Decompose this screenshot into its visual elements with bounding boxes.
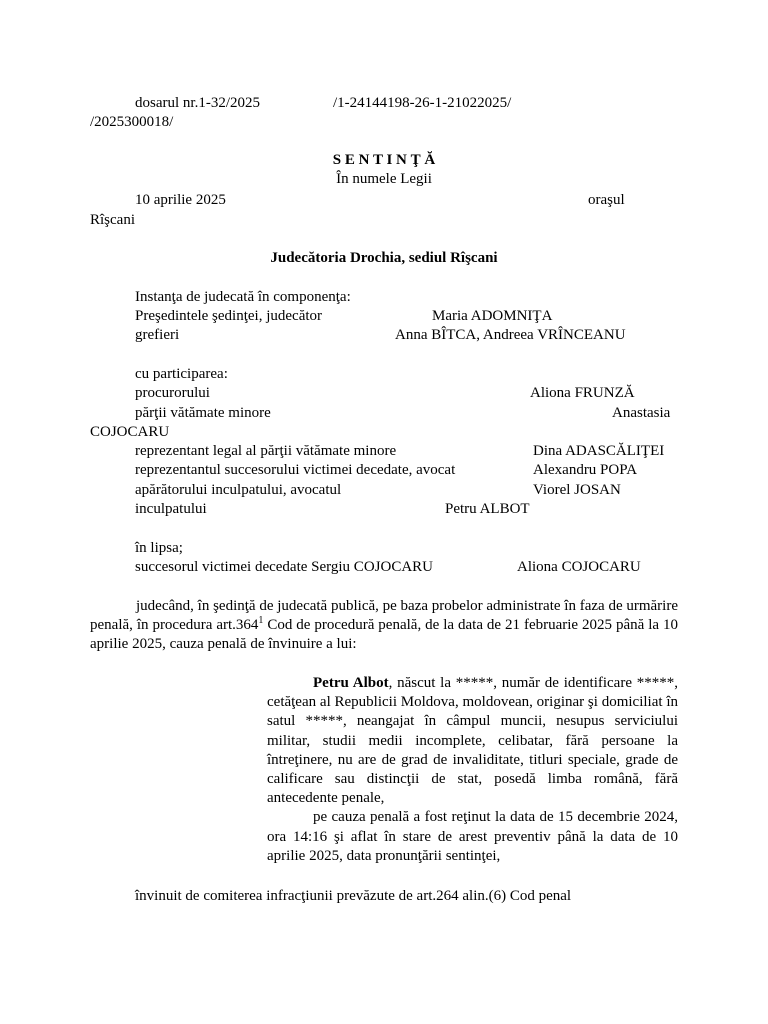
- file-number-code-cont: /2025300018/: [90, 114, 174, 130]
- judging-paragraph: judecând, în şedinţă de judecată publică, pe baza probelor administrate în faza de urmărire penală, în procedura art.364$^1$ Cod de procedură penală, de la data de 21 februarie 2025 până la 10 aprilie 2025, cauza penală de învinuire a lui:: [90, 598, 678, 653]
- defendant-name: Petru Albot: [313, 675, 389, 691]
- participant-name: Anastasia: [612, 405, 671, 421]
- clerks-label: grefieri: [135, 327, 180, 343]
- defendant-block: [267, 674, 678, 866]
- participant-label: părţii vătămate minore: [135, 405, 271, 421]
- absent-name: Aliona COJOCARU: [517, 559, 641, 575]
- participant-name: Viorel JOSAN: [533, 482, 621, 498]
- participant-label: inculpatului: [135, 501, 207, 517]
- participant-name-cont: COJOCARU: [90, 424, 170, 440]
- file-number: dosarul nr.1-32/2025: [135, 95, 260, 111]
- absence-intro: în lipsa;: [135, 540, 183, 556]
- participant-name: Aliona FRUNZĂ: [530, 385, 635, 401]
- city-name: Rîşcani: [90, 212, 135, 228]
- defendant-details: , născut la *****, număr de identificare *****, cetăţean al Republicii Moldova, moldovean, originar şi domiciliat în satul *****, neangajat în câmpul muncii, nesupus serviciului militar, studii medii incomplete, celibatar, fără persoane la întreţinere, nu are de grad de invaliditate, titluri speciale, grade de calificare sau distincţii de stat, posedă limba română, fără antecedente penale,: [267, 675, 678, 807]
- participant-name: Petru ALBOT: [445, 501, 530, 517]
- participant-label: procurorului: [135, 385, 210, 401]
- defendant-detention: pe cauza penală a fost reţinut la data de 15 decembrie 2024, ora 14:16 şi aflat în stare de arest preventiv până la data de 10 aprilie 2025, data pronunţării sentinţei,: [267, 809, 678, 864]
- participation-intro: cu participarea:: [135, 366, 228, 382]
- participant-label: reprezentantul succesorului victimei decedate, avocat: [135, 462, 456, 478]
- participant-name: Dina ADASCĂLIŢEI: [533, 443, 665, 459]
- city-label: oraşul: [588, 192, 625, 208]
- composition-intro: Instanţa de judecată în componenţa:: [135, 289, 351, 305]
- participant-name: Alexandru POPA: [533, 462, 638, 478]
- sentence-date: 10 aprilie 2025: [135, 192, 226, 208]
- absent-label: succesorul victimei decedate Sergiu COJOCARU: [135, 559, 433, 575]
- clerks-names: Anna BÎTCA, Andreea VRÎNCEANU: [395, 327, 626, 343]
- court-name: Judecătoria Drochia, sediul Rîşcani: [270, 250, 498, 266]
- presiding-label: Preşedintele şedinţei, judecător: [135, 308, 323, 324]
- participant-label: apărătorului inculpatului, avocatul: [135, 482, 342, 498]
- document-subtitle: În numele Legii: [336, 171, 432, 187]
- participant-label: reprezentant legal al părţii vătămate minore: [135, 443, 397, 459]
- document-title: S E N T I N Ţ Ă: [332, 152, 436, 168]
- presiding-name: Maria ADOMNIŢA: [432, 308, 553, 324]
- charge-line: învinuit de comiterea infracţiunii prevăzute de art.264 alin.(6) Cod penal: [135, 888, 572, 904]
- file-number-code: /1-24144198-26-1-21022025/: [333, 95, 512, 111]
